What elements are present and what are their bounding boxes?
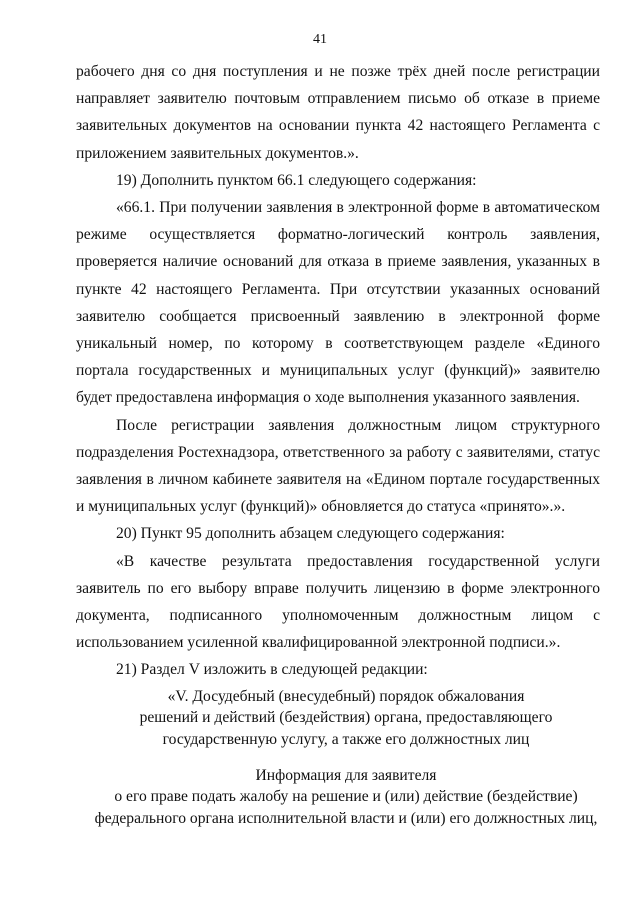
paragraph-continuation: рабочего дня со дня поступления и не позже трёх дней после регистрации направляет заявителю почтовым отправлением письмо об отказе в приеме заявительных документов на основании пункта 42 настоящего Регламента с приложением заявительных документов.». [76,63,600,162]
paragraph-item-21: 21) Раздел V изложить в следующей редакции: [116,661,428,679]
section-heading-line: решений и действий (бездействия) органа, предоставляющего [139,709,553,727]
info-heading-line: о его праве подать жалобу на решение и (или) действие (бездействие) [114,788,578,806]
paragraph-result-license: «В качестве результата предоставления государственной услуги заявитель по его выбору вправе получить лицензию в форме электронного документа, подписанного уполномоченным должностным лицом с использованием усиленной квалифицированной электронной подписи.». [76,552,600,652]
section-heading-line: «V. Досудебный (внесудебный) порядок обжалования [167,688,525,705]
info-heading-line: федерального органа исполнительной власти и (или) его должностных лиц, [94,809,598,827]
paragraph-clause-66-1: «66.1. При получении заявления в электронной форме в автоматическом режиме осуществляется форматно-логический контроль заявления, проверяется наличие оснований для отказа в приеме заявления, указанных в пункте 42 настоящего Регламента. При отсутствии указанных оснований заявителю сообщается присвоенный заявлению в электронной форме уникальный номер, по которому в соответствующем разделе «Единого портала государственных и муниципальных услуг (функций)» заявителю будет предоставлена информация о ходе выполнения указанного заявления. [76,199,600,407]
page-number: 41 [313,32,327,47]
paragraph-item-19: 19) Дополнить пунктом 66.1 следующего содержания: [116,171,477,189]
section-v-heading [76,686,616,750]
paragraph-item-20: 20) Пункт 95 дополнить абзацем следующего содержания: [116,525,505,543]
document-body [76,58,600,684]
info-heading-line: Информация для заявителя [255,767,437,784]
section-heading-line: государственную услугу, а также его должностных лиц [162,730,530,748]
paragraph-registration-status: После регистрации заявления должностным лицом структурного подразделения Ростехнадзора, ответственного за работу с заявителями, статус заявления в личном кабинете заявителя на «Едином портале государственных и муниципальных услуг (функций)» обновляется до статуса «принято».». [76,416,600,516]
info-heading [76,765,616,829]
